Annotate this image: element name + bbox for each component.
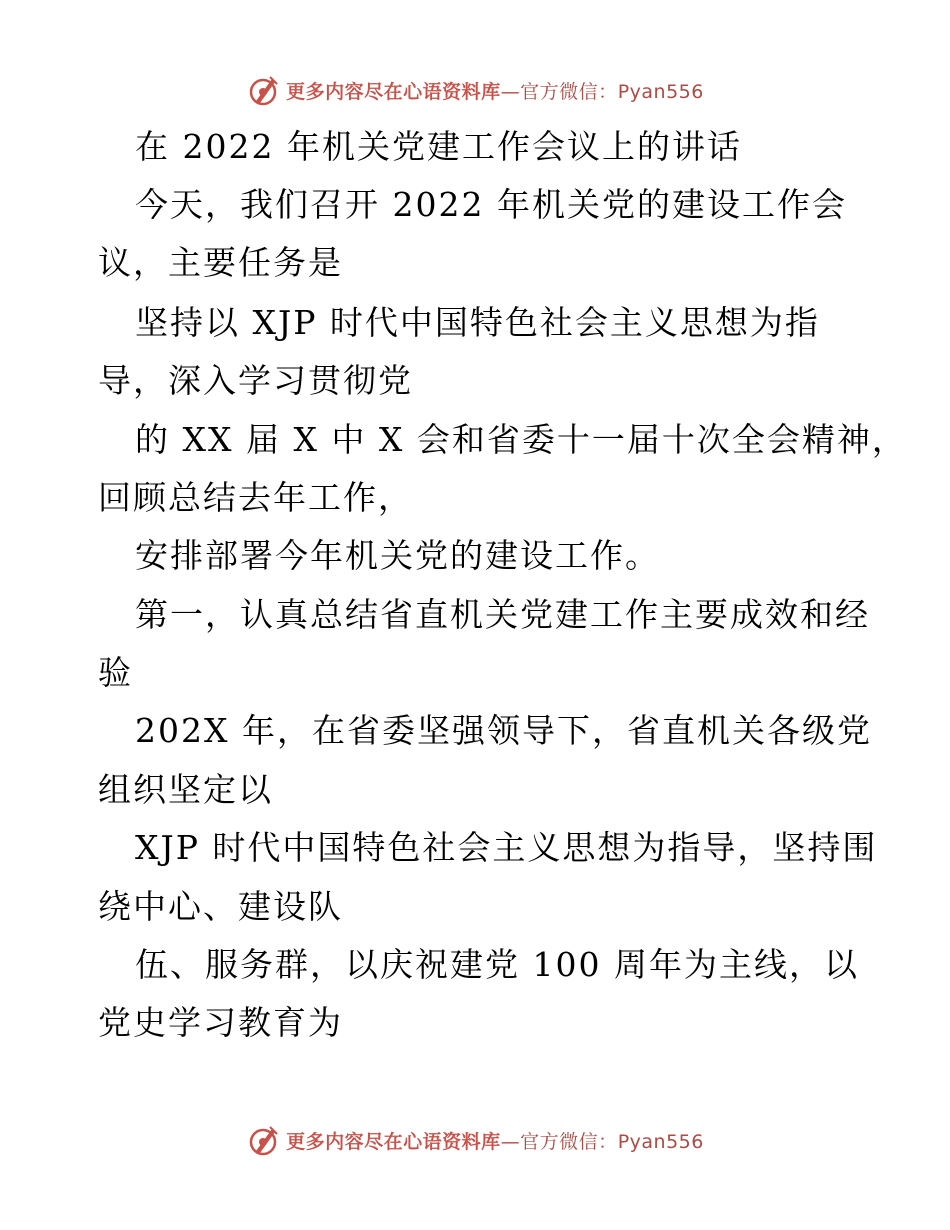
- doc-section-heading: 第一，认真总结省直机关党建工作主要成效和经: [135, 595, 870, 634]
- doc-line: 安排部署今年机关党的建设工作。: [135, 536, 660, 575]
- doc-title: 在 2022 年机关党建工作会议上的讲话: [135, 127, 742, 166]
- doc-line: 的 XX 届 X 中 X 会和省委十一届十次全会精神，: [135, 420, 907, 459]
- quill-logo-icon: [246, 1123, 280, 1157]
- doc-line: 组织坚定以: [98, 770, 273, 809]
- doc-line: 202X 年，在省委坚强领导下，省直机关各级党: [135, 711, 872, 750]
- doc-line: XJP 时代中国特色社会主义思想为指导，坚持围: [135, 828, 878, 867]
- doc-line: 回顾总结去年工作，: [98, 478, 413, 517]
- doc-line: 坚持以 XJP 时代中国特色社会主义思想为指: [135, 303, 820, 342]
- watermark-text: 更多内容尽在心语资料库—官方微信：Pyan556: [286, 1130, 704, 1153]
- doc-line: 党史学习教育为: [98, 1003, 343, 1042]
- doc-line: 验: [98, 653, 133, 692]
- doc-line: 绕中心、建设队: [98, 887, 343, 926]
- doc-line: 伍、服务群，以庆祝建党 100 周年为主线，以: [135, 945, 859, 984]
- doc-line: 今天，我们召开 2022 年机关党的建设工作会: [135, 185, 847, 224]
- doc-line: 导，深入学习贯彻党: [98, 361, 413, 400]
- watermark-text: 更多内容尽在心语资料库—官方微信：Pyan556: [286, 80, 704, 103]
- doc-line: 议，主要任务是: [98, 243, 343, 282]
- footer-watermark: [0, 1120, 950, 1160]
